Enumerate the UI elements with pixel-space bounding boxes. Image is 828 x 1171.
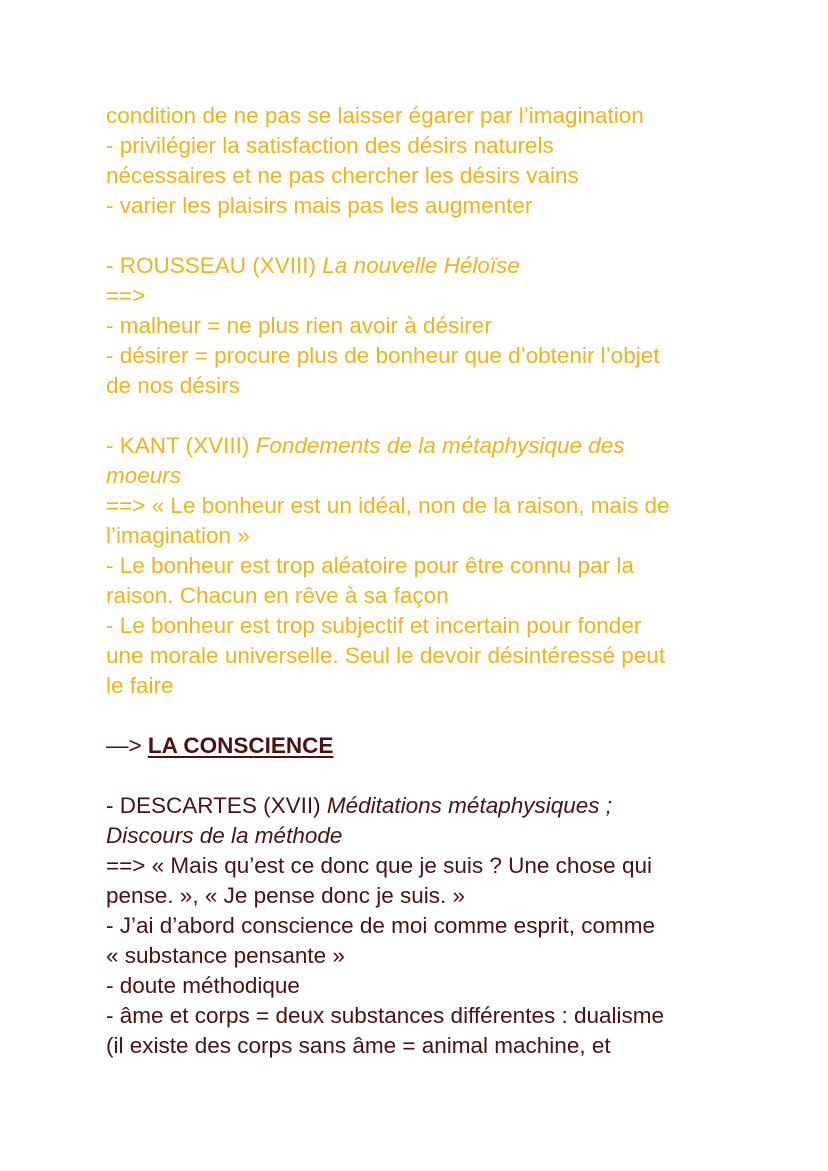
text-line: - J’ai d’abord conscience de moi comme esprit, comme (106, 913, 655, 938)
text-line: - varier les plaisirs mais pas les augmenter (106, 193, 533, 218)
quote-line: l’imagination » (106, 523, 250, 548)
text-line: condition de ne pas se laisser égarer par l’imagination (106, 103, 644, 128)
text-line: - Le bonheur est trop aléatoire pour être connu par la (106, 553, 634, 578)
section-heading (106, 731, 806, 761)
text-line: - malheur = ne plus rien avoir à désirer (106, 313, 492, 338)
text-line: raison. Chacun en rêve à sa façon (106, 583, 449, 608)
work-title: Fondements de la métaphysique des (255, 433, 625, 458)
work-title: La nouvelle Héloïse (322, 253, 520, 278)
spacer (106, 701, 806, 731)
arrow-glyph: —> (106, 733, 148, 758)
work-title: moeurs (106, 463, 182, 488)
document-page (106, 101, 806, 1061)
text-line: de nos désirs (106, 373, 240, 398)
work-title: Discours de la méthode (106, 823, 343, 848)
quote-line: ==> « Mais qu’est ce donc que je suis ? Une chose qui (106, 853, 652, 878)
text-line: nécessaires et ne pas chercher les désirs vains (106, 163, 579, 188)
spacer (106, 761, 806, 791)
quote-line: ==> « Le bonheur est un idéal, non de la raison, mais de (106, 493, 670, 518)
text-line: - privilégier la satisfaction des désirs naturels (106, 133, 554, 158)
arrow-line: ==> (106, 283, 146, 308)
descartes-heading (106, 791, 806, 821)
quote-line: pense. », « Je pense donc je suis. » (106, 883, 465, 908)
author-label: - KANT (XVIII) (106, 433, 256, 458)
kant-work-continued (106, 461, 806, 491)
rousseau-heading (106, 251, 806, 281)
text-line: - doute méthodique (106, 973, 300, 998)
author-label: - ROUSSEAU (XVIII) (106, 253, 323, 278)
work-title: Méditations métaphysiques ; (326, 793, 613, 818)
text-line: « substance pensante » (106, 943, 345, 968)
text-line: le faire (106, 673, 174, 698)
text-line: - âme et corps = deux substances différentes : dualisme (106, 1003, 665, 1028)
author-label: - DESCARTES (XVII) (106, 793, 327, 818)
text-line: - désirer = procure plus de bonheur que d’obtenir l’objet (106, 343, 660, 368)
spacer (106, 401, 806, 431)
kant-heading (106, 431, 806, 461)
text-line: (il existe des corps sans âme = animal machine, et (106, 1033, 611, 1058)
descartes-work-continued (106, 821, 806, 851)
section-title: LA CONSCIENCE (147, 733, 334, 758)
spacer (106, 221, 806, 251)
text-line: une morale universelle. Seul le devoir désintéressé peut (106, 643, 666, 668)
text-line: - Le bonheur est trop subjectif et incertain pour fonder (106, 613, 642, 638)
